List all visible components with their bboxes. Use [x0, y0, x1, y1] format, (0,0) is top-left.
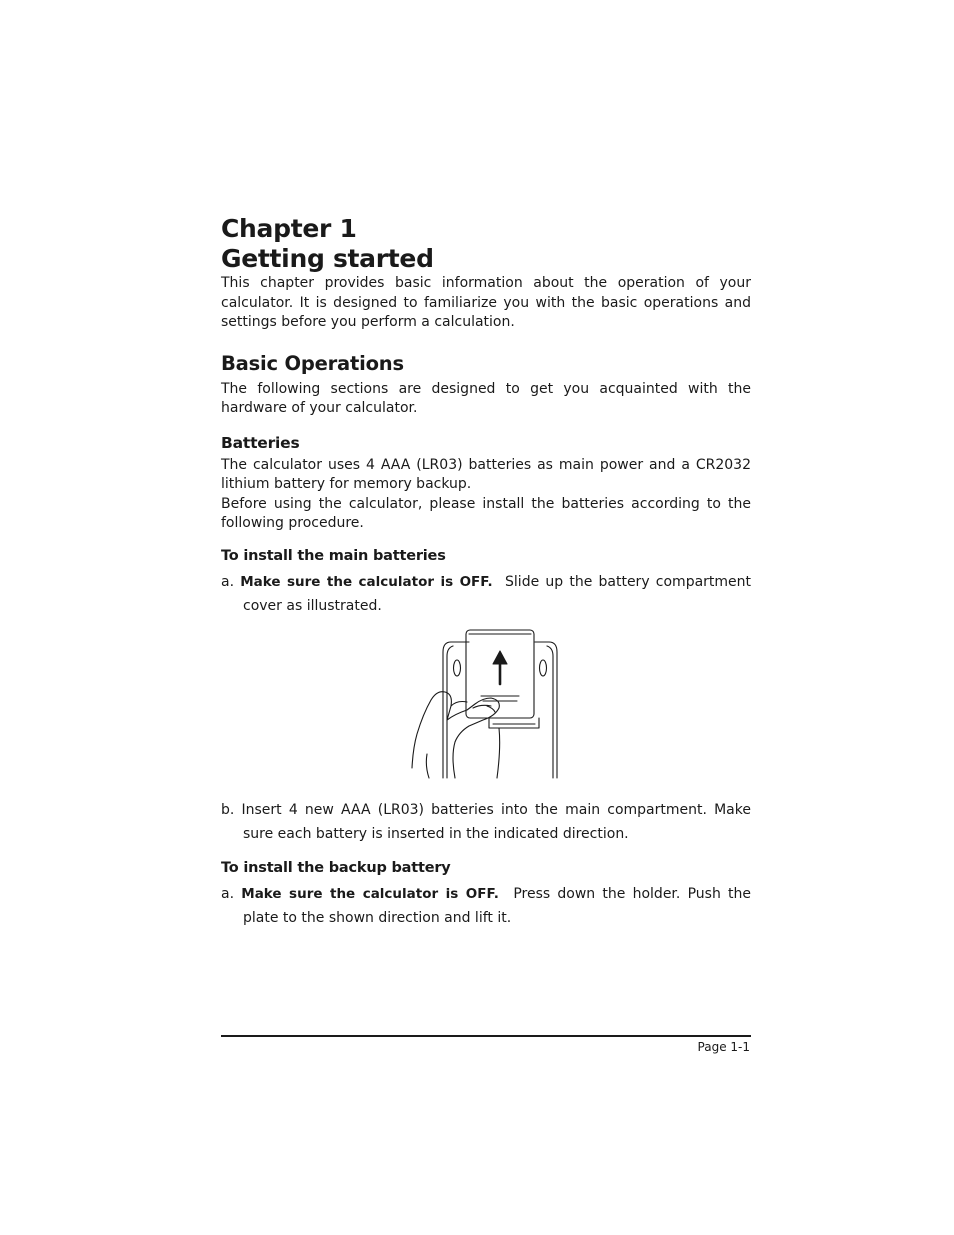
footer-rule	[221, 1035, 751, 1037]
batteries-text-2: Before using the calculator, please install the batteries according to the following procedure.	[221, 495, 751, 531]
basic-operations-text: The following sections are designed to get you acquainted with the hardware of your calculator.	[221, 380, 751, 416]
chapter-name: Getting started	[221, 244, 434, 273]
heading-install-main-batteries: To install the main batteries	[221, 547, 446, 564]
page-number: Page 1-1	[697, 1040, 750, 1054]
battery-cover-slide-illustration	[411, 628, 561, 780]
main-batteries-step-a	[221, 570, 751, 618]
chapter-number: Chapter 1	[221, 214, 357, 243]
main-batteries-step-b: b. Insert 4 new AAA (LR03) batteries into the main compartment. Make sure each battery is inserted in the indicated direction.	[221, 801, 751, 842]
backup-step-a-instruction: Press down the holder. Push the plate to the shown direction and lift it.	[243, 885, 752, 926]
step-a-warning: Make sure the calculator is OFF.	[240, 573, 493, 590]
arrow-up-icon	[493, 651, 507, 684]
backup-battery-step-a	[221, 882, 751, 930]
subsection-heading-batteries: Batteries	[221, 433, 300, 452]
page-content	[221, 214, 751, 930]
step-a-instruction: Slide up the battery compartment cover as illustrated.	[243, 573, 752, 614]
chapter-title	[221, 214, 751, 274]
heading-install-backup-battery: To install the backup battery	[221, 859, 451, 876]
backup-step-a-warning: Make sure the calculator is OFF.	[241, 885, 499, 902]
section-heading-basic-operations: Basic Operations	[221, 351, 404, 375]
step-a-prefix: a.	[221, 573, 241, 590]
backup-step-a-prefix: a.	[221, 885, 242, 902]
battery-cover-figure	[221, 628, 751, 780]
batteries-text-1: The calculator uses 4 AAA (LR03) batteries as main power and a CR2032 lithium battery for memory backup.	[221, 456, 751, 492]
chapter-intro: This chapter provides basic information about the operation of your calculator. It is designed to familiarize you with the basic operations and settings before you perform a calculation.	[221, 275, 751, 330]
